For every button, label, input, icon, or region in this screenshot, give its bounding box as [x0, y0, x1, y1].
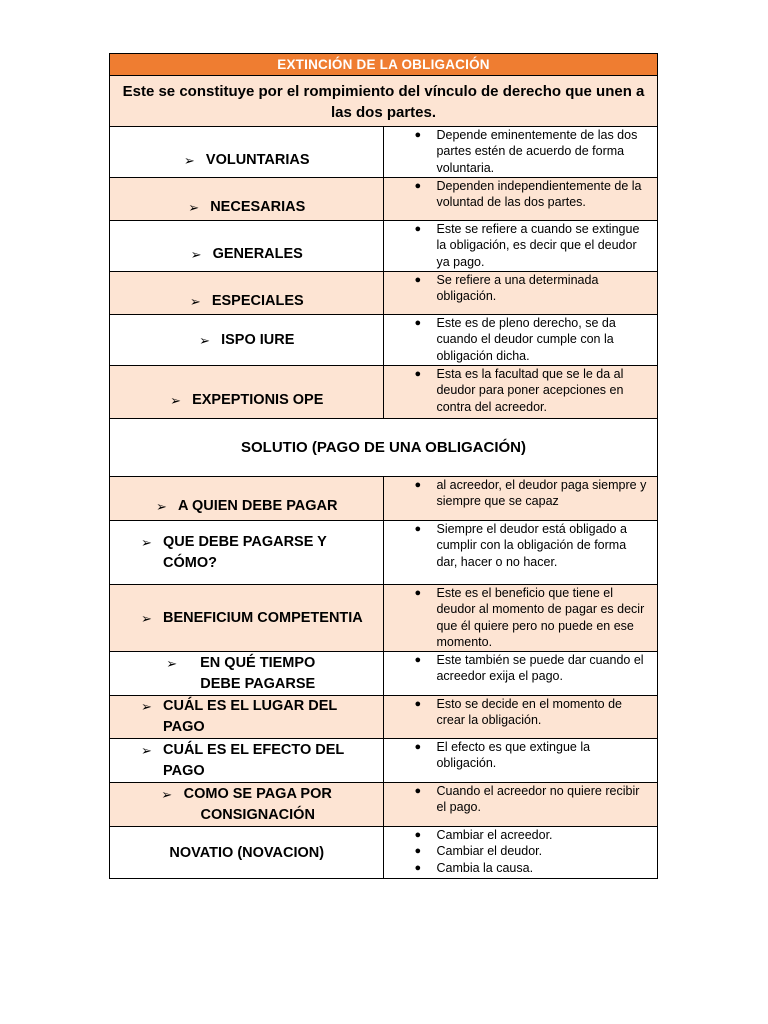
bullet-icon: ●: [414, 861, 422, 874]
description-cell: [384, 315, 658, 366]
list-item: ● Esta es la facultad que se le da al deudor para poner acepciones en contra del acreedor.: [414, 367, 624, 414]
description-cell: [384, 178, 658, 221]
term-label: EN QUÉ TIEMPO DEBE PAGARSE: [200, 654, 316, 692]
term-label: CUÁL ES EL EFECTO DEL PAGO: [163, 741, 345, 779]
arrow-bullet-icon: ➢: [141, 534, 152, 550]
term-cell: [110, 783, 384, 827]
bullet-icon: ●: [414, 479, 422, 491]
list-item: ● Depende eminentemente de las dos partes estén de acuerdo de forma voluntaria.: [414, 128, 638, 175]
term-label: QUE DEBE PAGARSE Y CÓMO?: [163, 533, 327, 571]
list-item: ● al acreedor, el deudor paga siempre y siempre que se capaz: [414, 478, 647, 509]
arrow-bullet-icon: ➢: [189, 293, 201, 309]
description-cell: [384, 696, 658, 739]
term-label: ESPECIALES: [211, 292, 304, 309]
bullet-icon: ●: [414, 274, 422, 286]
arrow-bullet-icon: ➢: [188, 199, 200, 215]
bullet-icon: ●: [414, 845, 422, 858]
list-item: ● Esto se decide en el momento de crear la obligación.: [414, 697, 623, 728]
list-item: ● Este también se puede dar cuando el acreedor exija el pago.: [414, 653, 644, 684]
description-cell: [384, 366, 658, 419]
term-label: BENEFICIUM COMPETENTIA: [163, 609, 363, 626]
bullet-icon: ●: [414, 587, 422, 599]
term-label: GENERALES: [212, 245, 303, 262]
description-cell: [384, 827, 658, 879]
arrow-bullet-icon: ➢: [141, 742, 152, 758]
description-cell: [384, 521, 658, 585]
term-label: CUÁL ES EL LUGAR DEL PAGO: [163, 698, 338, 735]
list-item: ● Este se refiere a cuando se extingue la obligación, es decir que el deudor ya pago.: [414, 222, 640, 269]
term-cell: [110, 272, 384, 315]
bullet-icon: ●: [414, 368, 422, 380]
term-cell: [110, 477, 384, 521]
arrow-bullet-icon: ➢: [166, 655, 178, 671]
bullet-icon: ●: [414, 698, 422, 710]
list-item: ● Cambiar el acreedor.: [414, 828, 553, 842]
description-cell: [384, 652, 658, 696]
term-cell: [110, 585, 384, 652]
term-cell: [110, 827, 384, 879]
arrow-bullet-icon: ➢: [155, 499, 167, 514]
term-label: VOLUNTARIAS: [205, 151, 310, 168]
term-cell: [110, 366, 384, 419]
term-label: NOVATIO (NOVACION): [169, 844, 325, 861]
term-cell: [110, 652, 384, 696]
list-item: ● Cambiar el deudor.: [414, 844, 543, 859]
term-label: A QUIEN DEBE PAGAR: [177, 498, 338, 514]
section-title: SOLUTIO (PAGO DE UNA OBLIGACIÓN): [110, 419, 658, 477]
arrow-bullet-icon: ➢: [141, 699, 152, 714]
description-cell: [384, 477, 658, 521]
bullet-icon: ●: [414, 741, 422, 753]
term-cell: [110, 739, 384, 783]
bullet-icon: ●: [414, 180, 422, 192]
bullet-icon: ●: [414, 129, 422, 141]
description-cell: [384, 783, 658, 827]
arrow-bullet-icon: ➢: [141, 610, 152, 626]
term-label: NECESARIAS: [210, 198, 306, 215]
list-item: ● Cuando el acreedor no quiere recibir el pago.: [414, 784, 640, 815]
bullet-icon: ●: [414, 654, 422, 666]
list-item: ● El efecto es que extingue la obligación.: [414, 740, 591, 771]
term-cell: [110, 696, 384, 739]
arrow-bullet-icon: ➢: [199, 332, 210, 348]
term-label: COMO SE PAGA POR CONSIGNACIÓN: [183, 785, 332, 823]
bullet-icon: ●: [414, 829, 422, 841]
obligation-table: [109, 53, 658, 879]
arrow-bullet-icon: ➢: [190, 246, 202, 262]
term-cell: [110, 315, 384, 366]
bullet-icon: ●: [414, 785, 422, 797]
list-item: ● Este es el beneficio que tiene el deudor al momento de pagar es decir que él quiere pero no puede en ese momento.: [414, 586, 645, 649]
bullet-icon: ●: [414, 223, 422, 235]
bullet-icon: ●: [414, 317, 422, 329]
description-cell: [384, 127, 658, 178]
list-item: ● Siempre el deudor está obligado a cumplir con la obligación de forma dar, hacer o no hacer.: [414, 522, 627, 569]
term-cell: [110, 521, 384, 585]
term-cell: [110, 178, 384, 221]
list-item: ● Cambia la causa.: [414, 860, 534, 875]
description-cell: [384, 739, 658, 783]
term-label: ISPO IURE: [221, 331, 295, 348]
list-item: ● Dependen independientemente de la voluntad de las dos partes.: [414, 179, 642, 210]
table-title: EXTINCIÓN DE LA OBLIGACIÓN: [110, 54, 658, 76]
list-item: ● Este es de pleno derecho, se da cuando el deudor cumple con la obligación dicha.: [414, 316, 616, 363]
description-cell: [384, 221, 658, 272]
arrow-bullet-icon: ➢: [161, 786, 173, 802]
description-cell: [384, 272, 658, 315]
term-cell: [110, 221, 384, 272]
definition-text: Este se constituye por el rompimiento del vínculo de derecho que unen a las dos partes.: [110, 76, 658, 127]
description-cell: [384, 585, 658, 652]
term-label: EXPEPTIONIS OPE: [192, 391, 324, 408]
arrow-bullet-icon: ➢: [170, 392, 181, 408]
term-cell: [110, 127, 384, 178]
arrow-bullet-icon: ➢: [183, 152, 195, 168]
list-item: ● Se refiere a una determinada obligación.: [414, 273, 599, 304]
bullet-icon: ●: [414, 523, 422, 535]
